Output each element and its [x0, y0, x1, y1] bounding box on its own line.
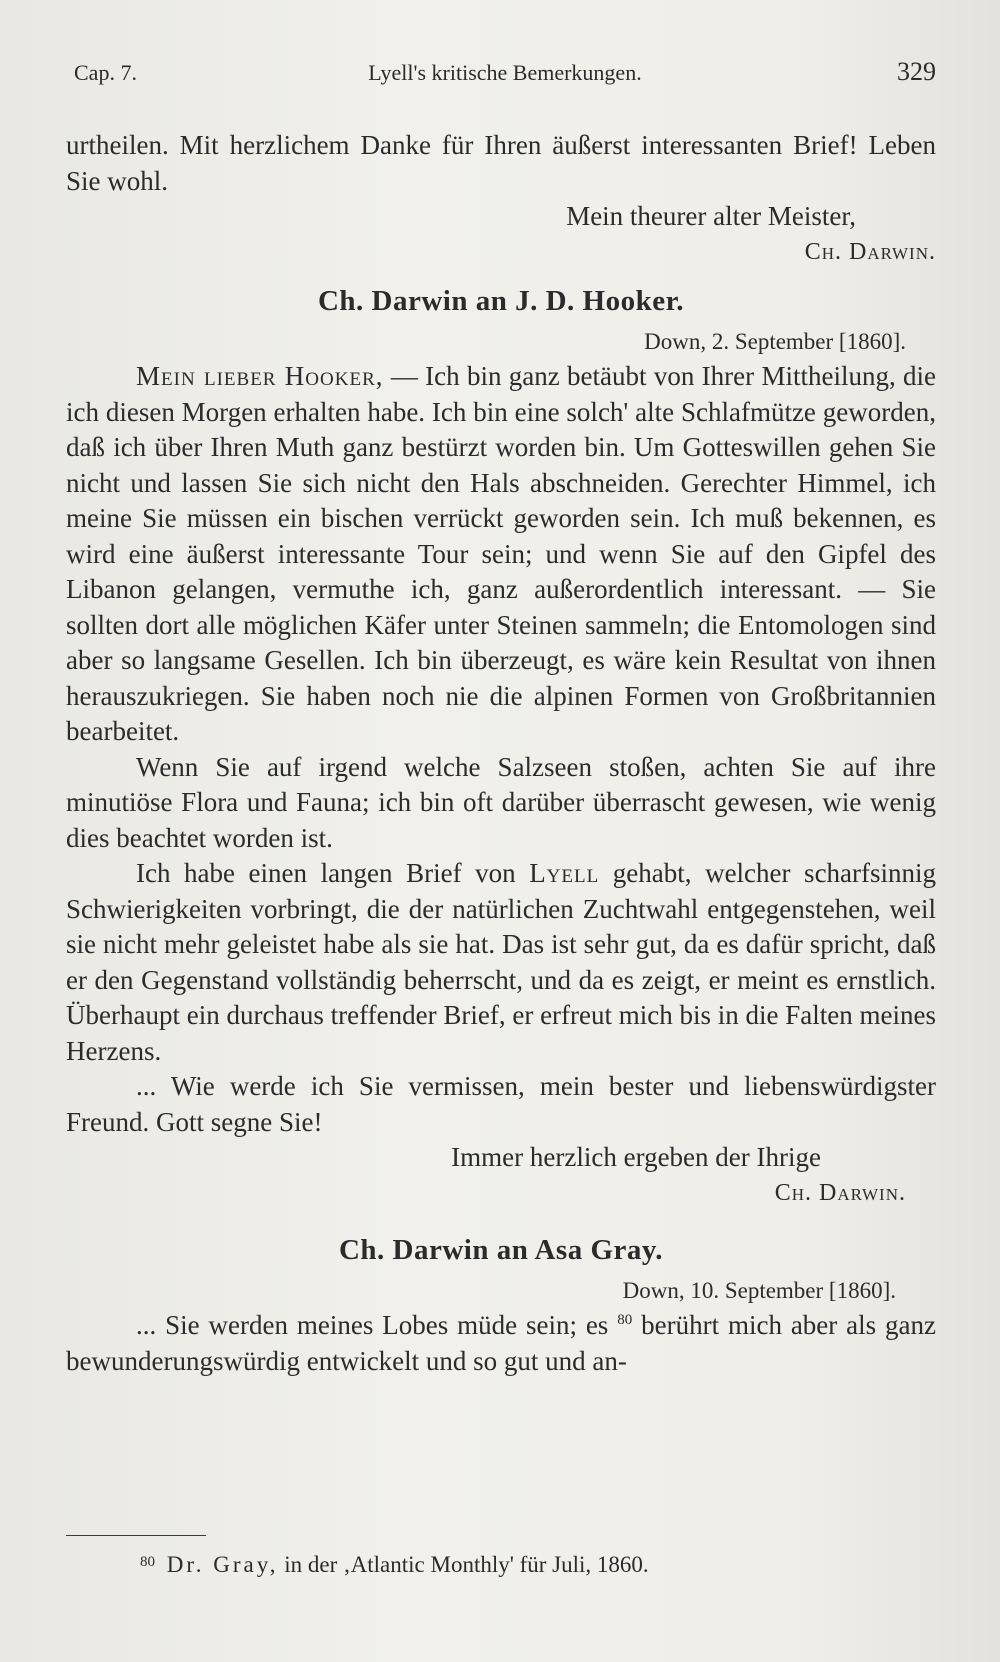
letter2-dateline: Down, 2. September [1860].	[644, 328, 906, 354]
letter3-heading: Ch. Darwin an Asa Gray.	[338, 1234, 664, 1266]
paragraph-text: gehabt, welcher scharfsinnig Schwierigkeiten vorbringt, die der natürlichen Zuchtwahl entgegenstehen, weil sie nicht mehr geleistet habe als sie hat. Das ist sehr gut, da es dafür spricht, daß er den Gegenstand vollständig beherrscht, und da es zeigt, er meint es ernstlich. Überhaupt ein durchaus treffender Brief, er erfreut mich bis in die Falten meines Herzens.	[66, 858, 937, 1066]
person-name: Lyell	[529, 858, 600, 888]
letter1-closing: Mein theurer alter Meister,	[566, 201, 856, 231]
paragraph-text: ... Sie werden meines Lobes müde sein; es	[136, 1310, 609, 1340]
chapter-label: Cap. 7.	[74, 60, 137, 85]
letter3-paragraph-1	[66, 1308, 936, 1379]
footnote-reference[interactable]: 80	[617, 1312, 633, 1328]
salutation: Mein lieber Hooker,	[136, 361, 384, 391]
running-title: Lyell's kritische Bemerkungen.	[368, 60, 642, 85]
letter2-signature: Ch. Darwin.	[774, 1179, 906, 1206]
paragraph-text: Ich habe einen langen Brief von	[136, 858, 516, 888]
paragraph-text: berührt mich aber als ganz bewunderungswürdig entwickelt und so gut und an-	[66, 1310, 937, 1376]
letter1-final-paragraph: urtheilen. Mit herzlichem Danke für Ihren äußerst interessanten Brief! Leben Sie wohl.	[66, 130, 936, 196]
letter2-paragraph-3	[66, 856, 936, 1069]
letter3-dateline: Down, 10. September [1860].	[622, 1277, 896, 1303]
paragraph-text: — Ich bin ganz betäubt von Ihrer Mittheilung, die ich diesen Morgen erhalten habe. Ich bin eine solch' alte Schlafmütze geworden, daß ich über Ihren Muth ganz bestürzt worden bin. Um Gotteswillen gehen Sie nicht und lassen Sie sich nicht den Hals abschneiden. Gerechter Himmel, ich meine Sie müssen ein bischen verrückt geworden sein. Ich muß bekennen, es wird eine äußerst interessante Tour sein; und wenn Sie auf den Gipfel des Libanon gelangen, vermuthe ich, ganz außerordentlich interessant. — Sie sollten dort alle möglichen Käfer unter Steinen sammeln; die Entomologen sind aber so langsame Gesellen. Ich bin überzeugt, es wäre kein Resultat von ihnen herauszukriegen. Sie haben noch nie die alpinen Formen von Großbritannien bearbeitet.	[66, 361, 937, 746]
footnote-author: Dr. Gray,	[166, 1552, 279, 1577]
letter2-paragraph-1	[66, 359, 936, 750]
letter1-signature: Ch. Darwin.	[804, 238, 936, 265]
footnote-divider	[66, 1535, 206, 1536]
page-number: 329	[897, 57, 936, 86]
footnote-number: 80	[140, 1554, 155, 1570]
footnote-text: in der ‚Atlantic Monthly' für Juli, 1860.	[284, 1552, 649, 1577]
letter2-heading: Ch. Darwin an J. D. Hooker.	[317, 285, 685, 317]
letter2-paragraph-2: Wenn Sie auf irgend welche Salzseen stoßen, achten Sie auf ihre minutiöse Flora und Fauna; ich bin oft darüber überrascht gewesen, wie wenig dies beachtet worden ist.	[66, 751, 936, 853]
footnote	[140, 1552, 649, 1578]
body-text	[66, 128, 936, 1379]
letter2-paragraph-4: ... Wie werde ich Sie vermissen, mein bester und liebenswürdigster Freund. Gott segne Sie!	[66, 1071, 936, 1137]
letter2-closing: Immer herzlich ergeben der Ihrige	[451, 1142, 821, 1172]
